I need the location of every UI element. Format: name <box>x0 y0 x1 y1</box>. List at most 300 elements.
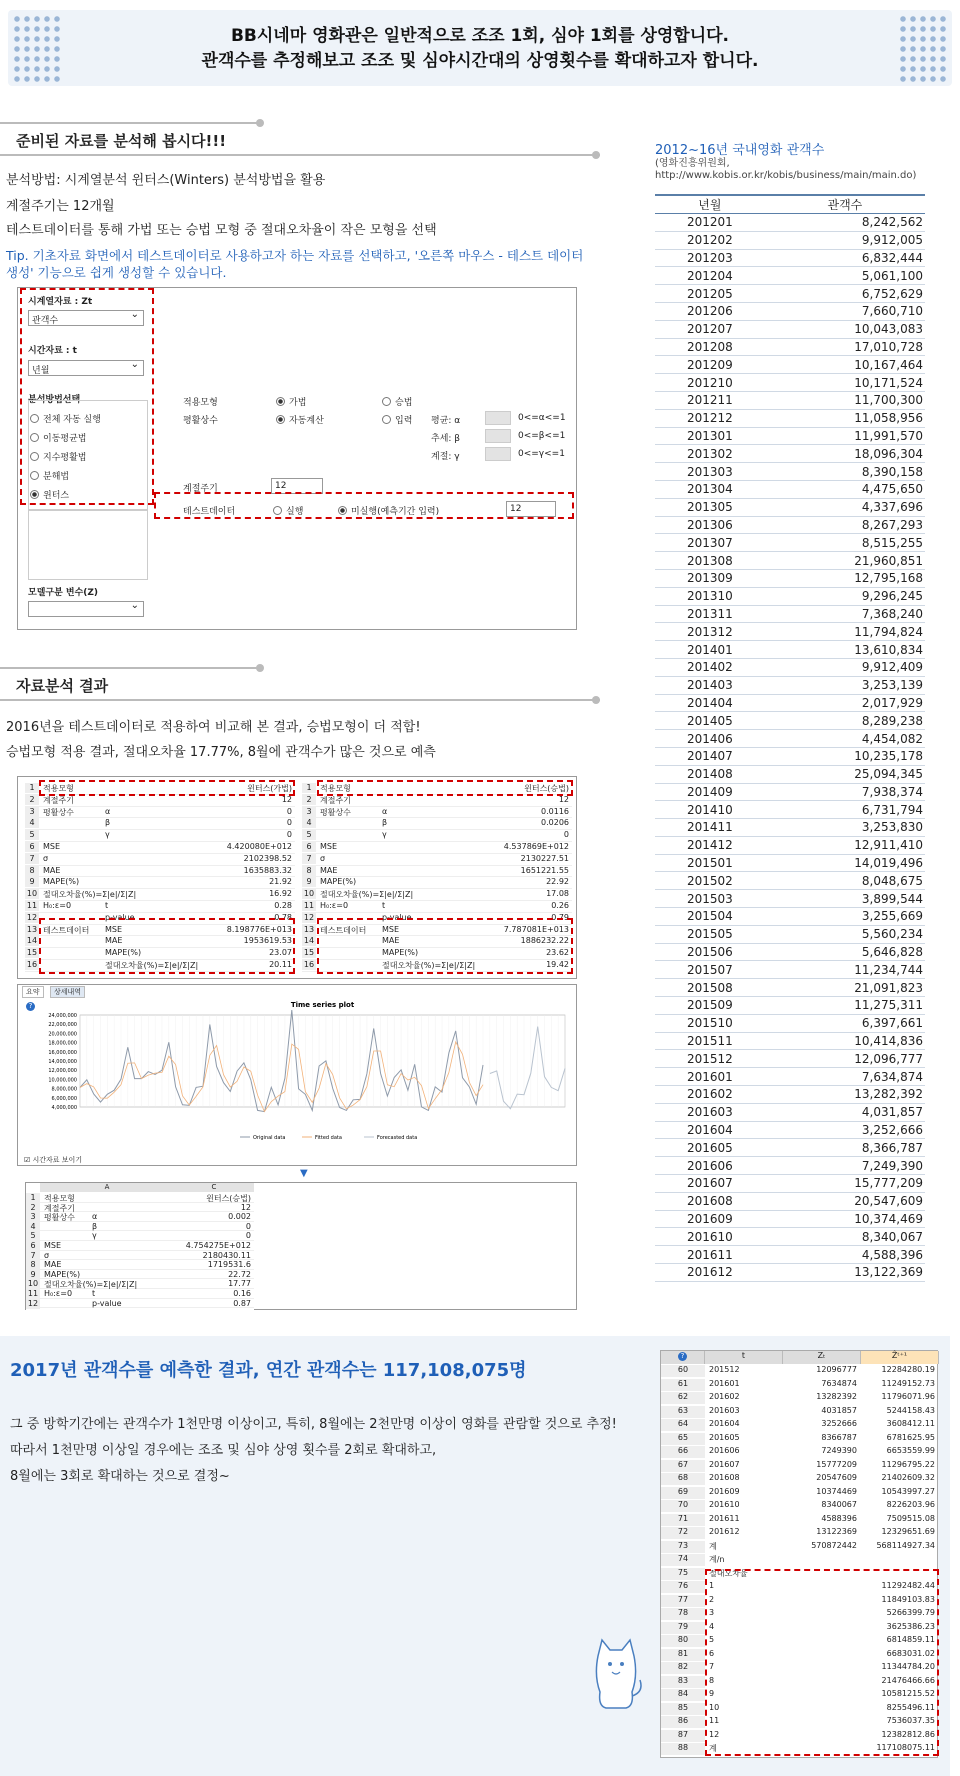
smooth-label: 평활상수 <box>183 416 218 426</box>
kobis-month: 201311 <box>655 605 765 623</box>
help-icon[interactable]: ? <box>26 1002 35 1011</box>
plot-title: Time series plot <box>290 1001 355 1009</box>
kobis-row <box>655 943 925 961</box>
sheet-row: 4 β 0 <box>26 1222 254 1232</box>
y-tick-label: 10,000,000 <box>48 1077 77 1084</box>
y-tick-label: 24,000,000 <box>48 1013 77 1019</box>
sheet-row: 9 MAPE(%) 21.92 <box>25 877 295 889</box>
kobis-month: 201309 <box>655 569 765 587</box>
kobis-month: 201409 <box>655 783 765 801</box>
y-tick-label: 20,000,000 <box>48 1031 77 1038</box>
kobis-value: 15,777,209 <box>765 1175 925 1193</box>
section-title-prepare <box>0 122 600 156</box>
season-input[interactable]: 12 <box>271 478 323 494</box>
model-label: 적용모형 <box>183 398 218 408</box>
sheet-row: 6 MSE 4.420080E+012 <box>25 842 295 854</box>
section-heading: 자료분석 결과 <box>16 677 109 695</box>
ts-select[interactable]: 관객수 ⌄ <box>28 310 144 326</box>
kobis-row <box>655 445 925 463</box>
kobis-value: 9,912,005 <box>765 231 925 249</box>
forecast-row: 64 201604 3252666 3608412.11 <box>661 1419 937 1429</box>
highlight-model-mul <box>317 780 573 796</box>
kobis-row <box>655 819 925 837</box>
kobis-month: 201403 <box>655 676 765 694</box>
kobis-row <box>655 1032 925 1050</box>
kobis-row <box>655 249 925 267</box>
beta-range: 0<=β<=1 <box>518 431 566 441</box>
kobis-month: 201606 <box>655 1157 765 1175</box>
kobis-month: 201410 <box>655 801 765 819</box>
kobis-row <box>655 908 925 926</box>
tab-summary[interactable]: 요약 <box>22 986 44 998</box>
kobis-value: 8,340,067 <box>765 1228 925 1246</box>
smooth-radio-auto[interactable]: 자동계산 <box>276 413 324 426</box>
kobis-value: 4,337,696 <box>765 498 925 516</box>
kobis-row <box>655 1210 925 1228</box>
col-zhat: Ẑᵗ⁺¹ <box>861 1351 939 1364</box>
forecast-row: 78 3 5266399.79 <box>661 1608 937 1618</box>
kobis-row <box>655 658 925 676</box>
kobis-row <box>655 1264 925 1282</box>
kobis-row <box>655 267 925 285</box>
kobis-month: 201506 <box>655 943 765 961</box>
kobis-month: 201208 <box>655 338 765 356</box>
kobis-row <box>655 854 925 872</box>
y-tick-label: 4,000,000 <box>51 1105 77 1111</box>
kobis-month: 201302 <box>655 445 765 463</box>
kobis-month: 201202 <box>655 231 765 249</box>
kobis-row <box>655 712 925 730</box>
sheet-row: 15 MAPE(%) 23.62 <box>302 948 572 960</box>
forecast-sheet <box>660 1350 938 1758</box>
method-radio-winters[interactable]: 윈터스 <box>30 488 69 501</box>
time-select[interactable]: 년월 ⌄ <box>28 360 144 376</box>
kobis-month: 201508 <box>655 979 765 997</box>
section-title-result <box>0 667 600 701</box>
season-label: 계절주기 <box>183 484 218 494</box>
tab-detail[interactable]: 상세내역 <box>50 986 85 998</box>
kobis-value: 8,267,293 <box>765 516 925 534</box>
kobis-row <box>655 1157 925 1175</box>
forecast-row: 84 9 10581215.52 <box>661 1689 937 1699</box>
kobis-month: 201304 <box>655 480 765 498</box>
forecast-row: 88 계 117108075.11 <box>661 1743 937 1753</box>
kobis-month: 201509 <box>655 997 765 1015</box>
forecast-row: 75 절대오차율 <box>661 1568 937 1578</box>
kobis-row <box>655 552 925 570</box>
y-tick-label: 12,000,000 <box>48 1068 77 1075</box>
sheet-row: 7 σ 2180430.11 <box>26 1251 254 1261</box>
sheet-row: 5 γ 0 <box>25 830 295 842</box>
kobis-row <box>655 694 925 712</box>
sheet-row: 10 절대오차율(%)=Σ|e|/Σ|Z| 17.77 <box>26 1279 254 1289</box>
kobis-month: 201404 <box>655 694 765 712</box>
kobis-value: 9,912,409 <box>765 658 925 676</box>
kobis-value: 13,610,834 <box>765 641 925 659</box>
kobis-row <box>655 285 925 303</box>
sheet-row: 2 계절주기 12 <box>26 1203 254 1213</box>
kobis-month: 201401 <box>655 641 765 659</box>
dot-pattern-decoration <box>898 14 948 84</box>
sheet-row: 13 테스트데이터 MSE 8.198776E+013 <box>25 925 295 937</box>
kobis-month: 201601 <box>655 1068 765 1086</box>
kobis-value: 10,374,469 <box>765 1210 925 1228</box>
legend-label: Original data <box>253 1135 286 1141</box>
forecast-line-2: 따라서 1천만명 이상일 경우에는 조조 및 심야 상영 횟수를 2회로 확대하고, <box>10 1443 437 1458</box>
plot-area <box>80 1015 565 1107</box>
kobis-row <box>655 730 925 748</box>
kobis-month: 201609 <box>655 1210 765 1228</box>
ts-label: 시계열자료 : Zt <box>28 297 93 307</box>
alpha-label: 평균: α <box>431 416 461 426</box>
kobis-row <box>655 961 925 979</box>
kobis-row <box>655 1068 925 1086</box>
sheet-row: 14 MAE 1953619.53 <box>25 936 295 948</box>
kobis-row <box>655 979 925 997</box>
test-period-input[interactable]: 12 <box>506 501 556 517</box>
kobis-value: 8,390,158 <box>765 463 925 481</box>
sheet-row: 2 계절주기 12 <box>302 795 572 807</box>
highlight-test-data <box>154 492 574 519</box>
legend-label: Forecasted data <box>377 1135 418 1141</box>
kobis-month: 201306 <box>655 516 765 534</box>
highlight-test-mul <box>317 918 573 974</box>
highlight-var-select <box>20 288 154 505</box>
kobis-month: 201308 <box>655 552 765 570</box>
kobis-row <box>655 801 925 819</box>
kobis-row <box>655 641 925 659</box>
kobis-value: 6,832,444 <box>765 249 925 267</box>
y-tick-label: 16,000,000 <box>48 1049 77 1056</box>
kobis-value: 12,911,410 <box>765 836 925 854</box>
forecast-row: 81 6 6683031.02 <box>661 1649 937 1659</box>
kobis-row <box>655 783 925 801</box>
forecast-section <box>0 1336 950 1776</box>
select-text: 테스트데이터를 통해 가법 또는 승법 모형 중 절대오차율이 작은 모형을 선택 <box>6 223 437 238</box>
gamma-label: 계절: γ <box>431 452 460 462</box>
kobis-value: 8,048,675 <box>765 872 925 890</box>
forecast-row: 61 201601 7634874 11249152.73 <box>661 1379 937 1389</box>
kobis-month: 201402 <box>655 658 765 676</box>
kobis-month: 201312 <box>655 623 765 641</box>
sheet-row: 1 적용모형 윈터스(승법) <box>26 1193 254 1203</box>
kobis-value: 8,366,787 <box>765 1139 925 1157</box>
kobis-row <box>655 534 925 552</box>
kobis-value: 6,731,794 <box>765 801 925 819</box>
section-heading: 준비된 자료를 분석해 봅시다!!! <box>16 132 227 150</box>
kobis-value: 4,588,396 <box>765 1246 925 1264</box>
kobis-row <box>655 569 925 587</box>
forecast-row: 63 201603 4031857 5244158.43 <box>661 1406 937 1416</box>
kobis-value: 5,646,828 <box>765 943 925 961</box>
method-radio-ma[interactable]: 이동평균법 <box>30 431 86 444</box>
kobis-value: 5,061,100 <box>765 267 925 285</box>
col-z: Zₜ <box>783 1351 861 1364</box>
sheet-row: 9 MAPE(%) 22.92 <box>302 877 572 889</box>
kobis-row <box>655 391 925 409</box>
kobis-value: 3,253,830 <box>765 819 925 837</box>
tip-text: Tip. 기초자료 화면에서 테스트데이터로 사용하고자 하는 자료를 선택하고, '오른쪽 마우스 - 테스트 데이터 생성' 기능으로 쉽게 생성할 수 있습니다. <box>6 248 584 280</box>
kobis-value: 4,454,082 <box>765 730 925 748</box>
kobis-value: 7,249,390 <box>765 1157 925 1175</box>
gamma-input[interactable] <box>485 447 511 461</box>
kobis-month: 201201 <box>655 214 765 232</box>
col-t: t <box>705 1351 783 1364</box>
kobis-month: 201507 <box>655 961 765 979</box>
sheet-row: 3 평활상수 α 0.0116 <box>302 807 572 819</box>
sheet-row: 12 p-value 0.78 <box>25 913 295 925</box>
kobis-value: 20,547,609 <box>765 1192 925 1210</box>
forecast-line-1: 그 중 방학기간에는 관객수가 1천만명 이상이고, 특히, 8월에는 2천만명 이상이 영화를 관람할 것으로 추정! <box>10 1417 617 1432</box>
forecast-row: 74 계/n <box>661 1554 937 1564</box>
kobis-value: 25,094,345 <box>765 765 925 783</box>
kobis-row <box>655 214 925 232</box>
legend-label: Fitted data <box>315 1135 342 1141</box>
sheet-row: 7 σ 2102398.52 <box>25 854 295 866</box>
kobis-value: 11,058,956 <box>765 409 925 427</box>
cat-illustration <box>590 1636 642 1712</box>
banner-line-2: 관객수를 추정해보고 조조 및 심야시간대의 상영횟수를 확대하고자 합니다. <box>201 51 759 71</box>
kobis-value: 17,010,728 <box>765 338 925 356</box>
kobis-value: 2,017,929 <box>765 694 925 712</box>
kobis-row <box>655 1192 925 1210</box>
kobis-row <box>655 320 925 338</box>
col-month: 년월 <box>655 195 765 214</box>
kobis-month: 201502 <box>655 872 765 890</box>
kobis-month: 201411 <box>655 819 765 837</box>
show-time-checkbox[interactable]: ☑ 시간자료 보이기 <box>24 1156 83 1164</box>
forecast-row: 62 201602 13282392 11796071.96 <box>661 1392 937 1402</box>
banner-line-1: BB시네마 영화관은 일반적으로 조조 1회, 심야 1회를 상영합니다. <box>230 26 730 46</box>
kobis-table <box>655 194 925 1282</box>
forecast-row: 60 201512 12096777 12284280.19 <box>661 1365 937 1375</box>
kobis-value: 8,515,255 <box>765 534 925 552</box>
forecast-row: 76 1 11292482.44 <box>661 1581 937 1591</box>
alpha-range: 0<=α<=1 <box>518 413 566 423</box>
kobis-value: 11,991,570 <box>765 427 925 445</box>
kobis-month: 201307 <box>655 534 765 552</box>
kobis-row <box>655 1121 925 1139</box>
method-label: 분석방법선택 <box>28 395 81 405</box>
kobis-row <box>655 1014 925 1032</box>
dot-pattern-decoration <box>12 14 62 84</box>
sheet-row: 4 β 0 <box>25 818 295 830</box>
forecast-row: 66 201606 7249390 6653559.99 <box>661 1446 937 1456</box>
kobis-month: 201503 <box>655 890 765 908</box>
method-radio-decomp[interactable]: 분해법 <box>30 469 69 482</box>
kobis-value: 7,634,874 <box>765 1068 925 1086</box>
kobis-value: 13,282,392 <box>765 1086 925 1104</box>
sheet-row: 3 평활상수 α 0 <box>25 807 295 819</box>
forecast-row: 87 12 12382812.86 <box>661 1730 937 1740</box>
kobis-title: 2012~16년 국내영화 관객수 <box>655 143 825 158</box>
y-tick-label: 8,000,000 <box>51 1086 77 1093</box>
kobis-row <box>655 925 925 943</box>
sheet-row: 8 MAE 1651221.55 <box>302 866 572 878</box>
kobis-value: 10,043,083 <box>765 320 925 338</box>
col-audience: 관객수 <box>765 195 925 214</box>
kobis-row <box>655 1246 925 1264</box>
sheet-row: 13 테스트데이터 MSE 7.787081E+013 <box>302 925 572 937</box>
kobis-value: 3,252,666 <box>765 1121 925 1139</box>
kobis-month: 201210 <box>655 374 765 392</box>
model-radio-add[interactable]: 가법 <box>276 395 306 408</box>
kobis-row <box>655 480 925 498</box>
y-tick-label: 18,000,000 <box>48 1040 77 1047</box>
kobis-month: 201505 <box>655 925 765 943</box>
kobis-value: 12,096,777 <box>765 1050 925 1068</box>
kobis-value: 14,019,496 <box>765 854 925 872</box>
kobis-value: 4,031,857 <box>765 1103 925 1121</box>
kobis-month: 201212 <box>655 409 765 427</box>
highlight-forecast <box>705 1569 939 1756</box>
sheet-row: 8 MAE 1719531.6 <box>26 1260 254 1270</box>
forecast-title: 2017년 관객수를 예측한 결과, 연간 관객수는 117,108,075명 <box>10 1360 527 1381</box>
kobis-value: 4,475,650 <box>765 480 925 498</box>
kobis-value: 3,253,139 <box>765 676 925 694</box>
kobis-month: 201203 <box>655 249 765 267</box>
kobis-source: (영화진흥위원회, <box>655 158 730 169</box>
kobis-row <box>655 374 925 392</box>
kobis-month: 201407 <box>655 747 765 765</box>
kobis-row <box>655 498 925 516</box>
time-series-chart <box>20 997 576 1147</box>
sheet-row: 2 계절주기 12 <box>25 795 295 807</box>
kobis-value: 9,296,245 <box>765 587 925 605</box>
sheet-row: 11 H₀:ε=0 t 0.28 <box>25 901 295 913</box>
kobis-row <box>655 356 925 374</box>
kobis-row <box>655 427 925 445</box>
sheet-row: 10 절대오차율(%)=Σ|e|/Σ|Z| 16.92 <box>25 889 295 901</box>
sheet-row: 12 p-value 0.79 <box>302 913 572 925</box>
help-icon[interactable]: ? <box>661 1351 705 1364</box>
kobis-value: 8,242,562 <box>765 214 925 232</box>
sheet-row: 10 절대오차율(%)=Σ|e|/Σ|Z| 17.08 <box>302 889 572 901</box>
kobis-month: 201512 <box>655 1050 765 1068</box>
forecast-row: 85 10 8255496.11 <box>661 1703 937 1713</box>
sheet-row: 9 MAPE(%) 22.72 <box>26 1270 254 1280</box>
forecast-row: 79 4 3625386.23 <box>661 1622 937 1632</box>
beta-input[interactable] <box>485 429 511 443</box>
time-label: 시간자료 : t <box>28 346 77 356</box>
winters-dialog <box>17 287 577 630</box>
y-tick-label: 6,000,000 <box>51 1095 77 1102</box>
forecast-row: 68 201608 20547609 21402609.32 <box>661 1473 937 1483</box>
kobis-row <box>655 765 925 783</box>
kobis-value: 21,091,823 <box>765 979 925 997</box>
kobis-month: 201608 <box>655 1192 765 1210</box>
header-banner <box>8 10 952 86</box>
kobis-month: 201310 <box>655 587 765 605</box>
gamma-range: 0<=γ<=1 <box>518 449 565 459</box>
sheet-row: 11 H₀:ε=0 t 0.16 <box>26 1289 254 1299</box>
forecast-line-3: 8월에는 3회로 확대하는 것으로 결정~ <box>10 1469 230 1484</box>
kobis-value: 6,397,661 <box>765 1014 925 1032</box>
sheet-row: 16 절대오차율(%)=Σ|e|/Σ|Z| 19.42 <box>302 960 572 972</box>
original-series-line <box>80 1010 483 1112</box>
group-label: 모델구분 변수(Z) <box>28 588 99 598</box>
sheet-row: 8 MAE 1635883.32 <box>25 866 295 878</box>
smooth-radio-input[interactable]: 입력 <box>382 413 412 426</box>
kobis-value: 10,235,178 <box>765 747 925 765</box>
kobis-row <box>655 302 925 320</box>
kobis-value: 13,122,369 <box>765 1264 925 1282</box>
result-line-2: 승법모형 적용 결과, 절대오차율 17.77%, 8월에 관객수가 많은 것으로 예측 <box>6 745 436 760</box>
sheet-row: 11 H₀:ε=0 t 0.26 <box>302 901 572 913</box>
kobis-month: 201602 <box>655 1086 765 1104</box>
test-radio-norun[interactable]: 미실행(예측기간 입력) <box>338 504 439 517</box>
sheet-row: 6 MSE 4.754275E+012 <box>26 1241 254 1251</box>
kobis-value: 10,171,524 <box>765 374 925 392</box>
forecast-row: 72 201612 13122369 12329651.69 <box>661 1527 937 1537</box>
kobis-row <box>655 872 925 890</box>
kobis-url: http://www.kobis.or.kr/kobis/business/main/main.do) <box>655 170 917 181</box>
kobis-row <box>655 747 925 765</box>
kobis-row <box>655 1175 925 1193</box>
forecast-row: 77 2 11849103.83 <box>661 1595 937 1605</box>
sheet-row: 1 적용모형 윈터스(가법) <box>25 783 295 795</box>
sheet-row: 15 MAPE(%) 23.07 <box>25 948 295 960</box>
sheet-row: 14 MAE 1886232.22 <box>302 936 572 948</box>
kobis-row <box>655 1139 925 1157</box>
time-series-plot-panel <box>17 984 577 1166</box>
forecast-row: 70 201610 8340067 8226203.96 <box>661 1500 937 1510</box>
final-sheet-grid <box>26 1193 254 1311</box>
kobis-value: 10,414,836 <box>765 1032 925 1050</box>
kobis-row <box>655 409 925 427</box>
method-text: 분석방법: 시계열분석 윈터스(Winters) 분석방법을 활용 <box>6 173 326 188</box>
test-label: 테스트데이터 <box>183 507 236 517</box>
kobis-row <box>655 1050 925 1068</box>
kobis-value: 21,960,851 <box>765 552 925 570</box>
kobis-month: 201406 <box>655 730 765 748</box>
kobis-month: 201501 <box>655 854 765 872</box>
kobis-row <box>655 623 925 641</box>
kobis-value: 7,368,240 <box>765 605 925 623</box>
kobis-row <box>655 1103 925 1121</box>
kobis-row <box>655 338 925 356</box>
sheet-row: 4 β 0.0206 <box>302 818 572 830</box>
sheet-row: 5 γ 0 <box>26 1231 254 1241</box>
fitted-series-line <box>80 1042 483 1112</box>
kobis-value: 5,560,234 <box>765 925 925 943</box>
kobis-row <box>655 605 925 623</box>
kobis-month: 201611 <box>655 1246 765 1264</box>
model-radio-mul[interactable]: 승법 <box>382 395 412 408</box>
method-radio-auto[interactable]: 전체 자동 실행 <box>30 412 101 425</box>
result-line-1: 2016년을 테스트데이터로 적용하여 비교해 본 결과, 승법모형이 더 적합! <box>6 720 421 735</box>
kobis-month: 201511 <box>655 1032 765 1050</box>
kobis-month: 201205 <box>655 285 765 303</box>
kobis-value: 12,795,168 <box>765 569 925 587</box>
alpha-input[interactable] <box>485 411 511 425</box>
test-radio-run[interactable]: 실행 <box>273 504 303 517</box>
method-radio-exp[interactable]: 지수평활법 <box>30 450 86 463</box>
kobis-month: 201207 <box>655 320 765 338</box>
sheet-row: 16 절대오차율(%)=Σ|e|/Σ|Z| 20.11 <box>25 960 295 972</box>
kobis-row <box>655 1228 925 1246</box>
kobis-month: 201412 <box>655 836 765 854</box>
kobis-row <box>655 836 925 854</box>
kobis-row <box>655 231 925 249</box>
kobis-month: 201510 <box>655 1014 765 1032</box>
kobis-month: 201405 <box>655 712 765 730</box>
kobis-value: 10,167,464 <box>765 356 925 374</box>
kobis-month: 201504 <box>655 908 765 926</box>
sheet-row: 7 σ 2130227.51 <box>302 854 572 866</box>
group-select[interactable] <box>28 601 144 617</box>
kobis-value: 3,899,544 <box>765 890 925 908</box>
